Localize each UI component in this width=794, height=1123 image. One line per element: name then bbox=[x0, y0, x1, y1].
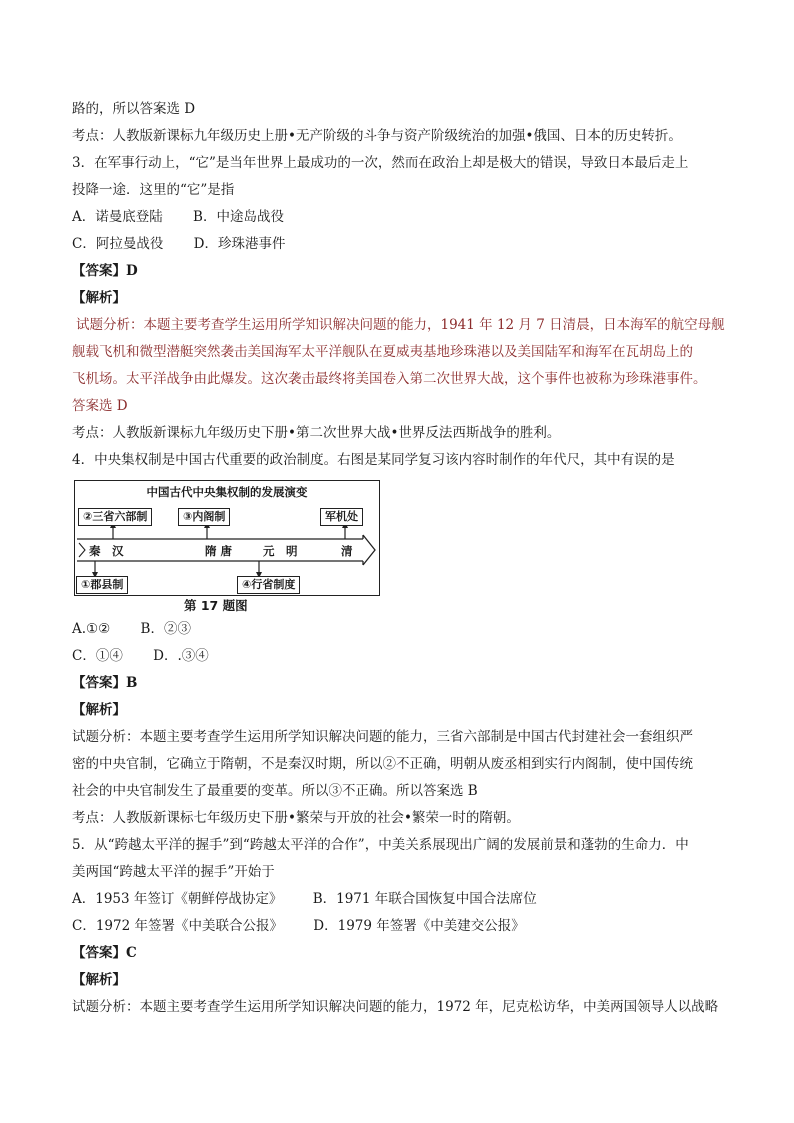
analysis-label: 【解析】 bbox=[72, 972, 126, 988]
question-5-stem-cont: 美两国“跨越太平洋的握手”开始于 bbox=[72, 864, 275, 880]
option-c: C．1972 年签署《中美联合公报》 bbox=[72, 918, 283, 934]
kaodian-line: 考点：人教版新课标七年级历史下册•繁荣与开放的社会•繁荣一时的隋朝。 bbox=[72, 810, 520, 826]
analysis-text: 密的中央官制，它确立于隋朝，不是秦汉时期，所以②不正确，明朝从废丞相到实行内阁制，使中国传统 bbox=[72, 756, 693, 772]
analysis-label: 【解析】 bbox=[72, 290, 126, 306]
question-3-options-row2 bbox=[72, 231, 732, 258]
kaodian-line: 考点：人教版新课标九年级历史上册•无产阶级的斗争与资产阶级统治的加强•俄国、日本的历史转折。 bbox=[72, 128, 682, 144]
analysis-text: 飞机场。太平洋战争由此爆发。这次袭击最终将美国卷入第二次世界大战，这个事件也被称为珍珠港事件。 bbox=[72, 371, 707, 387]
question-4-stem: 4．中央集权制是中国古代重要的政治制度。右图是某同学复习该内容时制作的年代尺，其中有误的是 bbox=[72, 452, 675, 468]
kaodian-line: 考点：人教版新课标九年级历史下册•第二次世界大战•世界反法西斯战争的胜利。 bbox=[72, 425, 561, 441]
figure-title: 中国古代中央集权制的发展演变 bbox=[146, 485, 308, 499]
analysis-text: 社会的中央官制发生了最重要的变革。所以③不正确。所以答案选 B bbox=[72, 783, 478, 799]
answer-label: 【答案】B bbox=[72, 675, 138, 691]
box-junxian: ①郡县制 bbox=[76, 576, 128, 594]
analysis-text: 试题分析：本题主要考查学生运用所学知识解决问题的能力，三省六部制是中国古代封建社会一套组织严 bbox=[72, 729, 693, 745]
question-4-options-row2 bbox=[72, 643, 732, 670]
option-d: D．珍珠港事件 bbox=[193, 236, 286, 252]
document-page bbox=[72, 96, 732, 1021]
option-d: D．1979 年签署《中美建交公报》 bbox=[313, 918, 525, 934]
question-5-options-row2 bbox=[72, 913, 732, 940]
answer-label: 【答案】C bbox=[72, 945, 137, 961]
answer-label: 【答案】D bbox=[72, 263, 138, 279]
box-junjichu: 军机处 bbox=[320, 508, 363, 526]
option-c: C．①④ bbox=[72, 648, 123, 664]
box-sansheng-liubu: ②三省六部制 bbox=[78, 508, 152, 526]
era-qing: 清 bbox=[341, 544, 353, 558]
timeline-figure bbox=[74, 480, 380, 596]
option-b: B．②③ bbox=[140, 621, 191, 637]
question-3-stem: 3．在军事行动上，“它”是当年世界上最成功的一次，然而在政治上却是极大的错误，导致日本最后走上 bbox=[72, 155, 689, 171]
era-yuan-ming: 元 明 bbox=[263, 544, 298, 558]
option-c: C．阿拉曼战役 bbox=[72, 236, 164, 252]
option-d: D．.③④ bbox=[153, 648, 209, 664]
option-b: B．1971 年联合国恢复中国合法席位 bbox=[312, 891, 537, 907]
question-4-options-row1 bbox=[72, 616, 732, 643]
option-a: A．诺曼底登陆 bbox=[72, 209, 163, 225]
question-3-stem-cont: 投降一途．这里的“它”是指 bbox=[72, 182, 235, 198]
question-3-options-row1 bbox=[72, 204, 732, 231]
era-qin-han: 秦 汉 bbox=[89, 544, 124, 558]
box-neige: ③内阁制 bbox=[178, 508, 230, 526]
question-5-stem: 5．从“跨越太平洋的握手”到“跨越太平洋的合作”，中美关系展现出广阔的发展前景和蓬勃的生命力．中 bbox=[72, 837, 689, 853]
option-b: B．中途岛战役 bbox=[193, 209, 284, 225]
box-xingsheng: ④行省制度 bbox=[237, 576, 300, 594]
analysis-text: 试题分析：本题主要考查学生运用所学知识解决问题的能力，1941 年 12 月 7 日清晨，日本海军的航空母舰 bbox=[76, 317, 725, 333]
analysis-text: 试题分析：本题主要考查学生运用所学知识解决问题的能力，1972 年，尼克松访华，中美两国领导人以战略 bbox=[72, 999, 719, 1015]
analysis-text: 舰载飞机和微型潜艇突然袭击美国海军太平洋舰队在夏威夷基地珍珠港以及美国陆军和海军在瓦胡岛上的 bbox=[72, 344, 693, 360]
text-line: 路的，所以答案选 D bbox=[72, 101, 196, 117]
analysis-label: 【解析】 bbox=[72, 702, 126, 718]
option-a: A．1953 年签订《朝鲜停战协定》 bbox=[72, 891, 283, 907]
option-a: A.①② bbox=[72, 621, 111, 637]
era-sui-tang: 隋 唐 bbox=[205, 544, 233, 558]
analysis-text: 答案选 D bbox=[72, 398, 128, 414]
figure-caption: 第 17 题图 bbox=[184, 598, 248, 613]
question-5-options-row1 bbox=[72, 886, 732, 913]
